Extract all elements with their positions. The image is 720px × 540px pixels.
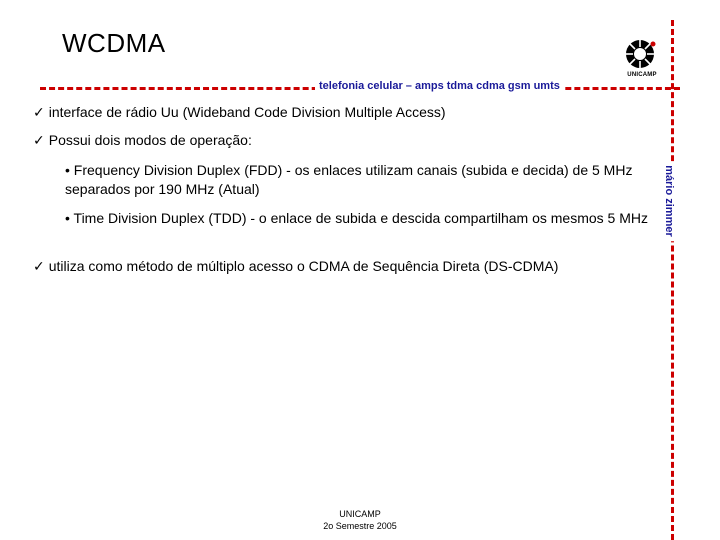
author-side-label: mário zimmer <box>663 161 675 241</box>
sub-bullet-tdd: • Time Division Duplex (TDD) - o enlace de subida e descida compartilham os mesmos 5 MHz <box>65 210 649 226</box>
footer-semester: 2o Semestre 2005 <box>323 521 397 531</box>
slide-title: WCDMA <box>62 28 166 58</box>
bullet-1-text: interface de rádio Uu (Wideband Code Division Multiple Access) <box>48 104 446 120</box>
footer-institution: UNICAMP <box>339 509 381 519</box>
bullet-2 <box>33 132 252 149</box>
unicamp-logo-icon <box>620 36 664 72</box>
check-icon: ✓ <box>33 104 45 120</box>
sub-bullet-fdd: • Frequency Division Duplex (FDD) - os enlaces utilizam canais (subida e decida) de 5 MHz separados por 190 MHz (Atual) <box>65 162 633 197</box>
logo-wordmark: UNICAMP <box>627 72 657 78</box>
slide-subtitle: telefonia celular – amps tdma cdma gsm umts <box>315 80 564 92</box>
slide-footer <box>290 508 430 532</box>
bullet-3-text: utiliza como método de múltiplo acesso o CDMA de Sequência Direta (DS-CDMA) <box>48 258 559 274</box>
bullet-1 <box>33 104 446 121</box>
vertical-dashed-rule <box>671 20 674 540</box>
bullet-3 <box>33 258 558 275</box>
unicamp-logo <box>620 36 664 80</box>
bullet-2-text: Possui dois modos de operação: <box>48 132 252 148</box>
check-icon: ✓ <box>33 132 45 148</box>
check-icon: ✓ <box>33 258 45 274</box>
